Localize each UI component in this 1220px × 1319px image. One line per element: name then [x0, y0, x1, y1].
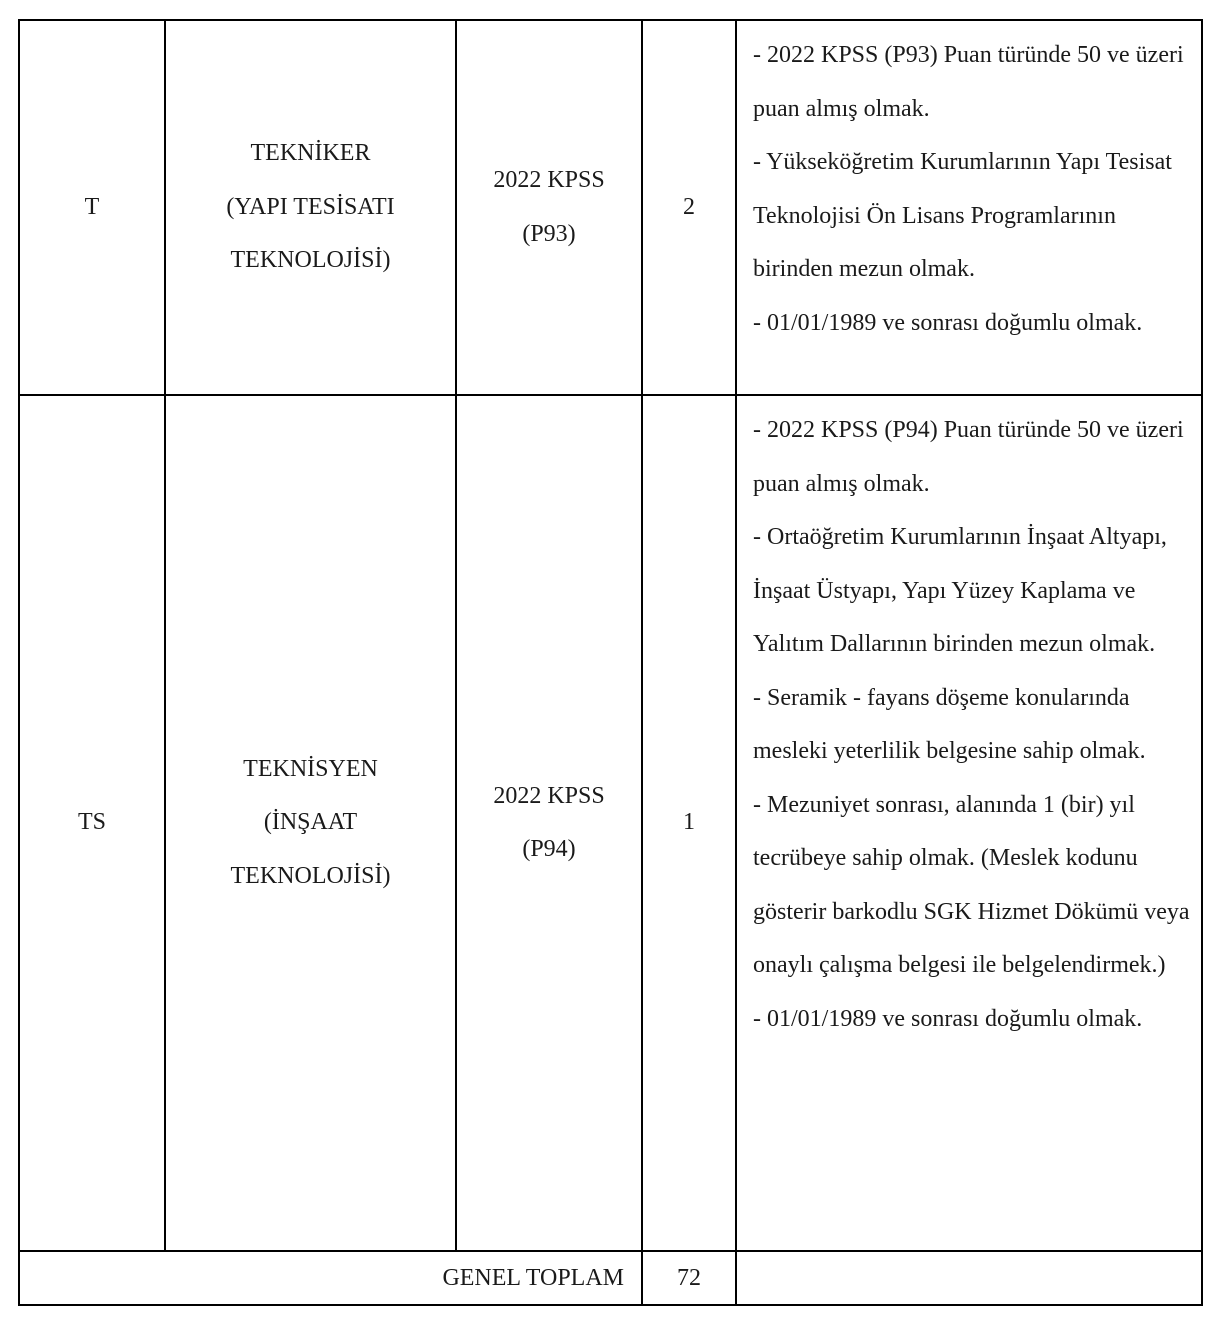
exam-type-line: (P93) — [522, 220, 576, 247]
position-title-line: (İNŞAAT — [263, 809, 358, 836]
requirement-item: - Seramik - fayans döşeme konularında mesleki yeterlilik belgesine sahip olmak. — [753, 684, 1146, 764]
exam-type-line: (P94) — [522, 836, 576, 862]
exam-type — [456, 395, 642, 1251]
requirement-item: - Ortaöğretim Kurumlarının İnşaat Altyapı, İnşaat Üstyapı, Yapı Yüzey Kaplama ve Yalıtım Dallarının birinden mezun olmak. — [753, 524, 1167, 657]
requirement-item: - 01/01/1989 ve sonrası doğumlu olmak. — [753, 1005, 1143, 1032]
requirement-item: - Mezuniyet sonrası, alanında 1 (bir) yıl tecrübeye sahip olmak. (Meslek kodunu gösterir barkodlu SGK Hizmet Dökümü veya onaylı çalışma belgesi ile belgelendirmek.) — [753, 791, 1190, 978]
position-code: TS — [19, 395, 165, 1251]
position-quota: 1 — [642, 395, 736, 1251]
position-quota: 2 — [642, 20, 736, 395]
requirements-cell — [736, 395, 1202, 1251]
position-title-line: TEKNİKER — [250, 140, 371, 167]
total-label: GENEL TOPLAM — [19, 1251, 642, 1305]
table-row — [19, 20, 1202, 395]
requirement-item: - Yükseköğretim Kurumlarının Yapı Tesisat Teknolojisi Ön Lisans Programlarının birinden mezun olmak. — [753, 149, 1172, 282]
position-title-line: (YAPI TESİSATI — [226, 193, 395, 220]
table-row — [19, 395, 1202, 1251]
requirement-item: - 2022 KPSS (P93) Puan türünde 50 ve üzeri puan almış olmak. — [753, 42, 1184, 122]
position-title — [165, 395, 456, 1251]
positions-table — [18, 19, 1203, 1306]
position-title-line: TEKNOLOJİSİ) — [230, 862, 391, 889]
position-code: T — [19, 20, 165, 395]
exam-type-line: 2022 KPSS — [493, 167, 605, 193]
exam-type-line: 2022 KPSS — [493, 782, 605, 809]
exam-type — [456, 20, 642, 395]
position-title-line: TEKNOLOJİSİ) — [230, 247, 391, 274]
position-title — [165, 20, 456, 395]
requirement-item: - 2022 KPSS (P94) Puan türünde 50 ve üzeri puan almış olmak. — [753, 417, 1184, 497]
requirements-cell — [736, 20, 1202, 395]
position-title-line: TEKNİSYEN — [243, 755, 378, 782]
total-empty-cell — [736, 1251, 1202, 1305]
total-value: 72 — [642, 1251, 736, 1305]
total-row — [19, 1251, 1202, 1305]
requirement-item: - 01/01/1989 ve sonrası doğumlu olmak. — [753, 309, 1143, 336]
